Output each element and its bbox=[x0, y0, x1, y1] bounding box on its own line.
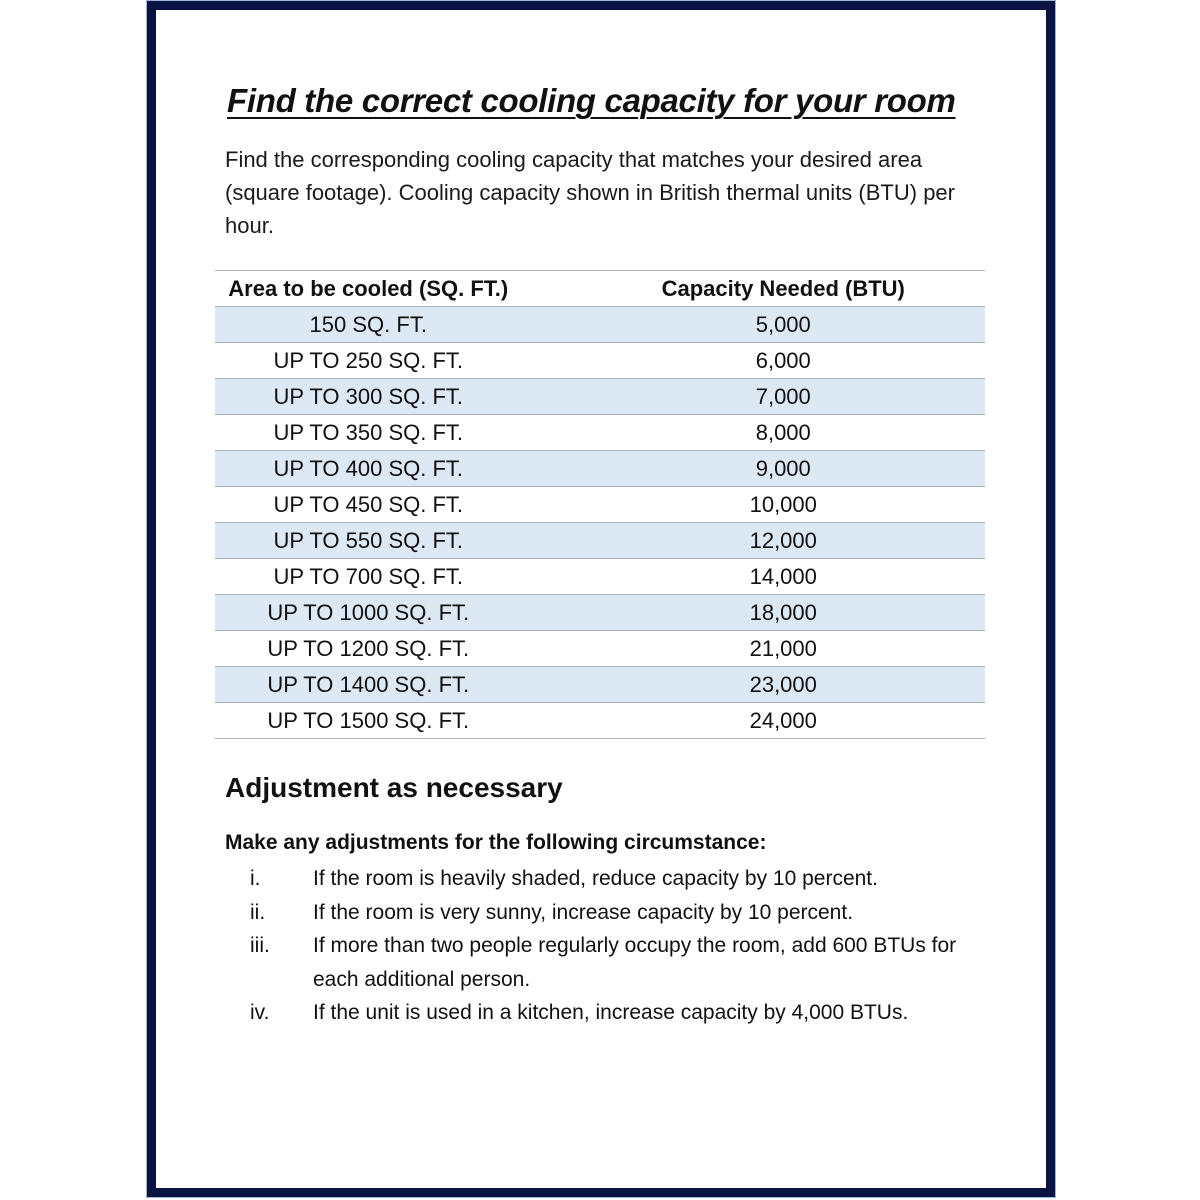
list-item bbox=[225, 862, 965, 896]
table-row bbox=[215, 451, 985, 487]
table-row bbox=[215, 379, 985, 415]
area-cell: UP TO 250 SQ. FT. bbox=[215, 343, 562, 379]
capacity-cell: 8,000 bbox=[562, 415, 986, 451]
capacity-cell: 18,000 bbox=[562, 595, 986, 631]
capacity-table bbox=[215, 270, 985, 739]
area-cell: UP TO 300 SQ. FT. bbox=[215, 379, 562, 415]
list-item bbox=[225, 996, 965, 1030]
area-cell: UP TO 450 SQ. FT. bbox=[215, 487, 562, 523]
list-item bbox=[225, 896, 965, 930]
list-item-number: iv. bbox=[250, 1001, 270, 1024]
table-row bbox=[215, 523, 985, 559]
table-row bbox=[215, 667, 985, 703]
area-cell: 150 SQ. FT. bbox=[215, 307, 562, 343]
adjustment-heading: Adjustment as necessary bbox=[225, 772, 563, 803]
list-item bbox=[225, 929, 965, 996]
capacity-cell: 21,000 bbox=[562, 631, 986, 667]
table-row bbox=[215, 631, 985, 667]
list-item-number: i. bbox=[250, 867, 261, 890]
list-item-text: If the unit is used in a kitchen, increase capacity by 4,000 BTUs. bbox=[313, 1001, 909, 1024]
area-cell: UP TO 1400 SQ. FT. bbox=[215, 667, 562, 703]
list-item-number: iii. bbox=[250, 934, 270, 957]
table-header-row bbox=[215, 271, 985, 307]
area-cell: UP TO 350 SQ. FT. bbox=[215, 415, 562, 451]
capacity-cell: 12,000 bbox=[562, 523, 986, 559]
column-header-area: Area to be cooled (SQ. FT.) bbox=[215, 271, 562, 307]
capacity-cell: 6,000 bbox=[562, 343, 986, 379]
intro-paragraph: Find the corresponding cooling capacity that matches your desired area (square footage). Cooling capacity shown in British thermal units (BTU) per hour. bbox=[225, 147, 955, 238]
capacity-cell: 23,000 bbox=[562, 667, 986, 703]
table-row bbox=[215, 307, 985, 343]
area-cell: UP TO 1200 SQ. FT. bbox=[215, 631, 562, 667]
capacity-cell: 24,000 bbox=[562, 703, 986, 739]
capacity-cell: 10,000 bbox=[562, 487, 986, 523]
area-cell: UP TO 1500 SQ. FT. bbox=[215, 703, 562, 739]
area-cell: UP TO 700 SQ. FT. bbox=[215, 559, 562, 595]
area-cell: UP TO 1000 SQ. FT. bbox=[215, 595, 562, 631]
table-row bbox=[215, 487, 985, 523]
table-row bbox=[215, 343, 985, 379]
adjustment-list bbox=[225, 862, 965, 1030]
capacity-cell: 14,000 bbox=[562, 559, 986, 595]
page-title: Find the correct cooling capacity for your room bbox=[227, 82, 956, 119]
list-item-number: ii. bbox=[250, 900, 266, 924]
list-item-text: If more than two people regularly occupy the room, add 600 BTUs for each additional person. bbox=[313, 934, 957, 991]
capacity-cell: 7,000 bbox=[562, 379, 986, 415]
adjustment-intro: Make any adjustments for the following circumstance: bbox=[225, 831, 767, 854]
table-row bbox=[215, 703, 985, 739]
column-header-capacity: Capacity Needed (BTU) bbox=[562, 271, 986, 307]
capacity-cell: 5,000 bbox=[562, 307, 986, 343]
area-cell: UP TO 400 SQ. FT. bbox=[215, 451, 562, 487]
table-row bbox=[215, 415, 985, 451]
area-cell: UP TO 550 SQ. FT. bbox=[215, 523, 562, 559]
capacity-cell: 9,000 bbox=[562, 451, 986, 487]
list-item-text: If the room is heavily shaded, reduce capacity by 10 percent. bbox=[313, 867, 878, 890]
table-row bbox=[215, 559, 985, 595]
table-row bbox=[215, 595, 985, 631]
list-item-text: If the room is very sunny, increase capacity by 10 percent. bbox=[313, 900, 854, 924]
